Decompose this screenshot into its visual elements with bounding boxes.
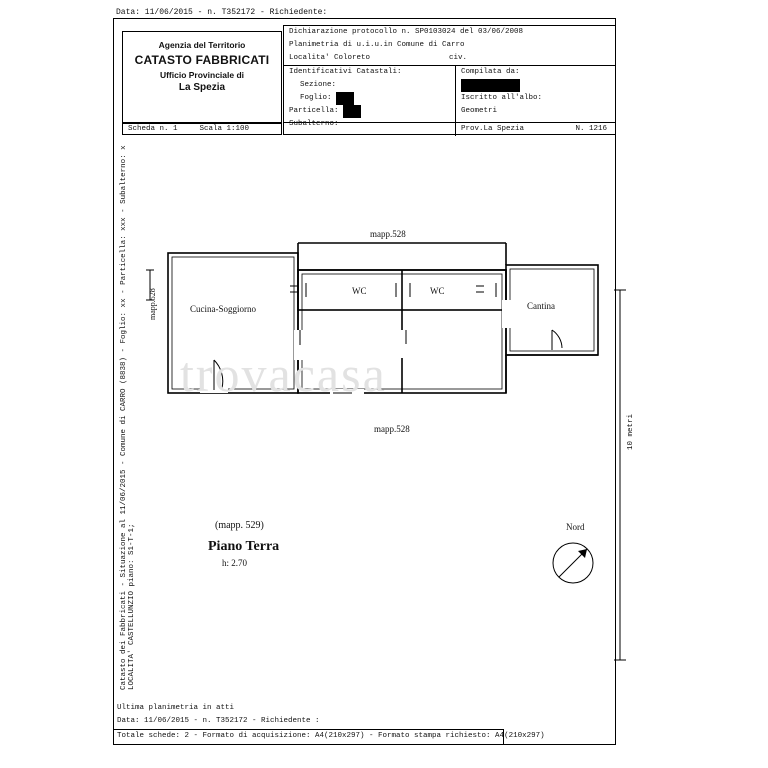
mapp-label-left: mapp.528 — [148, 288, 157, 320]
side-text-locality: LOCALITA' CASTELLUNZIO piano: S1-T-1; — [128, 523, 136, 690]
mapp-label-bottom: mapp.528 — [374, 424, 410, 434]
numero-label: N. 1216 — [575, 125, 607, 133]
foglio-value: XXXX — [336, 92, 354, 105]
north-label: Nord — [566, 522, 585, 532]
height-label: h: 2.70 — [222, 558, 248, 568]
room-label-kitchen: Cucina-Soggiorno — [190, 304, 256, 314]
footer-line3: Totale schede: 2 - Formato di acquisizione: A4(210x297) - Formato stampa richiesto: A4(210x297) — [117, 732, 545, 740]
subalterno-label: Subalterno: — [289, 120, 339, 128]
agency-line2: CATASTO FABBRICATI — [134, 53, 270, 67]
foglio-label: Foglio: — [300, 94, 332, 102]
cadastral-title: Identificativi Catastali: — [289, 68, 402, 76]
mapp529-label: (mapp. 529) — [215, 520, 264, 531]
floor-title: Piano Terra — [208, 539, 280, 554]
top-header-text: Data: 11/06/2015 - n. T352172 - Richiedente: — [116, 8, 328, 17]
side-text-cadastral: Catasto dei Fabbricati - Situazione al 11/06/2015 - Comune di CARRO (8838) - Foglio: xx - Particella: xxx - Subalterno: x — [120, 145, 128, 690]
locality-label: Localita' Coloreto — [289, 54, 371, 62]
footer-vertical-rule — [503, 729, 504, 745]
albo-value: Geometri — [461, 107, 498, 115]
footer-line2: Data: 11/06/2015 - n. T352172 - Richiedente : — [117, 717, 320, 725]
footer-line1: Ultima planimetria in atti — [117, 704, 235, 712]
scheda-scale: Scala 1:100 — [199, 125, 250, 133]
declaration-line1: Dichiarazione protocollo n. SP0103024 del 03/06/2008 — [289, 28, 524, 36]
scale-label-right: 10 metri — [627, 413, 635, 450]
compiler-title: Compilata da: — [461, 68, 520, 76]
civ-label: civ. — [449, 54, 468, 62]
room-label-wc2: WC — [430, 286, 445, 296]
agency-line4: La Spezia — [178, 82, 226, 93]
compiler-name: XXXXXXXXXXXXX — [461, 79, 520, 92]
particella-label: Particella: — [289, 107, 339, 115]
agency-line3: Ufficio Provinciale di — [159, 70, 245, 80]
room-label-cellar: Cantina — [527, 301, 555, 311]
mapp-label-top: mapp.528 — [370, 229, 406, 239]
declaration-line2: Planimetria di u.i.u.in Comune di Carro — [289, 41, 465, 49]
watermark: trovacasa — [180, 346, 387, 402]
scheda-number: Scheda n. 1 — [128, 125, 178, 133]
agency-line1: Agenzia del Territorio — [158, 40, 246, 50]
albo-label: Iscritto all'albo: — [461, 94, 543, 102]
sezione-label: Sezione: — [300, 81, 337, 89]
footer-separator — [113, 729, 503, 730]
room-label-wc1: WC — [352, 286, 367, 296]
particella-value: XXXX — [343, 105, 361, 118]
prov-label: Prov.La Spezia — [461, 125, 525, 133]
